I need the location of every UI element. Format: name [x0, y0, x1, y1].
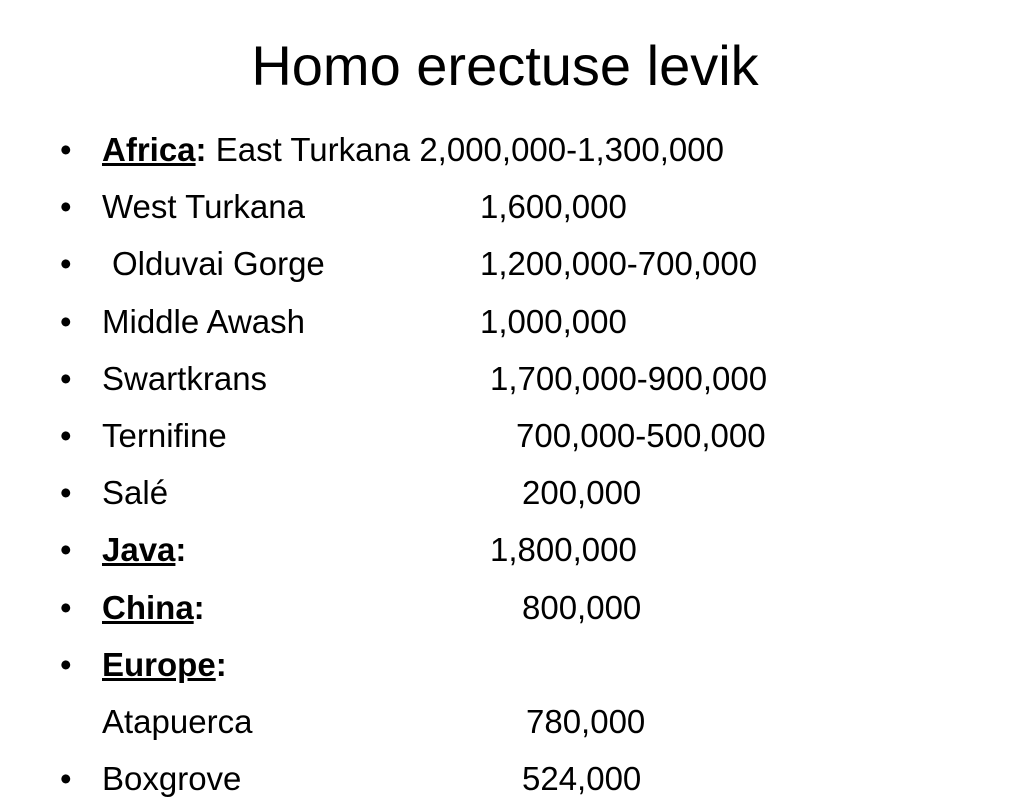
bullet-icon: •: [60, 359, 72, 397]
item-label: [102, 521, 186, 578]
date-value: 800,000: [522, 588, 642, 626]
date-value: 1,000,000: [480, 302, 627, 340]
bullet-icon: •: [60, 760, 72, 798]
date-value: 1,600,000: [480, 188, 627, 226]
item-text: East Turkana 2,000,000-1,300,000: [206, 131, 724, 168]
date-value: 700,000-500,000: [516, 416, 766, 454]
slide-title: Homo erectuse levik: [251, 34, 759, 97]
date-value: 780,000: [526, 702, 646, 740]
bullet-icon: •: [60, 474, 72, 512]
date-value: 200,000: [522, 474, 642, 512]
region-heading: Java: [102, 531, 176, 569]
site-name: Middle Awash: [102, 302, 306, 340]
item-label: [102, 636, 227, 693]
bullet-icon: •: [60, 645, 72, 683]
bullet-icon: •: [60, 131, 72, 168]
site-name: Atapuerca: [102, 702, 253, 740]
bullet-icon: •: [60, 416, 72, 454]
site-name: Boxgrove: [102, 760, 242, 798]
date-value: 1,800,000: [490, 531, 637, 569]
colon: :: [193, 588, 205, 626]
date-value: 524,000: [522, 760, 642, 798]
site-name: Swartkrans: [102, 359, 268, 397]
date-value: 1,200,000-700,000: [480, 245, 758, 283]
site-name: Salé: [102, 474, 169, 512]
colon: :: [215, 645, 227, 683]
bullet-icon: •: [60, 302, 72, 340]
bullet-icon: •: [60, 188, 72, 226]
date-value: 1,700,000-900,000: [490, 359, 768, 397]
region-heading: Africa: [102, 131, 196, 168]
site-name: West Turkana: [102, 188, 305, 226]
bullet-icon: •: [60, 245, 72, 283]
site-name: Olduvai Gorge: [112, 245, 325, 283]
region-heading: Europe: [102, 645, 216, 683]
region-heading: China: [102, 588, 194, 626]
bullet-icon: •: [60, 588, 72, 626]
item-label: [102, 121, 724, 178]
bullet-icon: •: [60, 531, 72, 569]
site-name: Ternifine: [102, 416, 227, 454]
colon: :: [175, 531, 187, 569]
item-label: [102, 579, 205, 636]
colon: :: [195, 131, 207, 168]
